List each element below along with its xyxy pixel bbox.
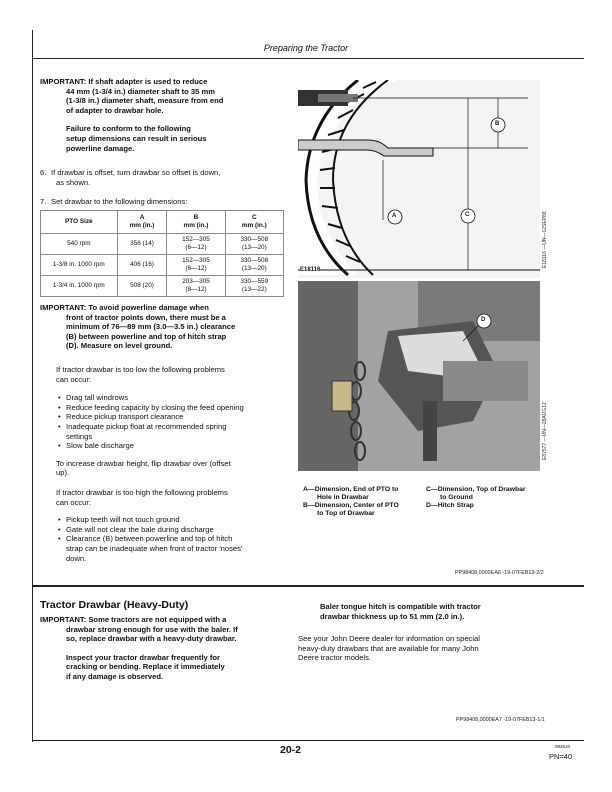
figure-id: E18116 [300, 267, 321, 273]
table-header: C mm (in.) [225, 211, 283, 234]
part-number: PN=40 [549, 752, 573, 761]
section-title: Tractor Drawbar (Heavy-Duty) [40, 599, 189, 611]
diagram-svg [298, 80, 540, 278]
section1-reference: PP98408,0000EA6 -19-07FEB13-2/2 [455, 570, 544, 576]
table-row: 1-3/8 in. 1000 rpm 406 (16) 152—305 (6—12) 330—508 (13—20) [41, 255, 284, 276]
table-row: 540 rpm 356 (14) 152—305 (6—12) 330—508 (13—20) [41, 234, 284, 255]
table-header: PTO Size [41, 211, 118, 234]
list-item: • Slow bale discharge [66, 441, 301, 451]
footer-rule [32, 740, 584, 741]
photo-svg [298, 281, 540, 471]
page-header-title: Preparing the Tractor [263, 43, 349, 53]
compatibility-note: Baler tongue hitch is compatible with tractor drawbar thickness up to 51 mm (2.0 in.). [320, 602, 481, 621]
dim-label-b: B [495, 121, 500, 127]
table-header: A mm (in.) [117, 211, 167, 234]
important-lead: IMPORTANT: If shaft adapter is used to reduce [40, 77, 208, 86]
drawbar-too-low: If tractor drawbar is too low the following problems can occur: • Drag tall windrows • Reduce feeding capacity by closing the feed opening • Reduce pickup transport clearance • Inadequate pickup float at recommended spring settings • Slow bale discharge To increase drawbar height, flip drawbar over (offset up). [56, 365, 301, 478]
dim-label-d: D [481, 317, 486, 323]
dim-label-a: A [392, 213, 397, 219]
dimension-table [40, 210, 284, 297]
step-7: 7. Set drawbar to the following dimensions: [40, 197, 188, 206]
too-low-list [56, 393, 301, 451]
list-item: • Drag tall windrows [66, 393, 301, 403]
important-note-heavy-duty: IMPORTANT: Some tractors are not equipped with a drawbar strong enough for use with the baler. If so, replace drawbar with a heavy-duty drawbar. Inspect your tractor drawbar frequently for cracking or bending. Replace it immediately if any damage is observed. [40, 615, 238, 681]
list-item: • Gate will not clear the bale during discharge [66, 525, 301, 535]
hitch-strap-photo [298, 281, 540, 471]
section2-reference: PP98408,0000EA7 -19-07FEB13-1/1 [456, 717, 545, 723]
list-item: • Pickup teeth will not touch ground [66, 515, 301, 525]
list-item: • Clearance (B) between powerline and top of hitch strap can be inadequate when front of tractor 'noses' down. [66, 534, 301, 563]
table-header-row [41, 211, 284, 234]
important-note-powerline: IMPORTANT: To avoid powerline damage when front of tractor points down, there must be a minimum of 76—89 mm (3.0—3.5 in.) clearance (B) between powerline and top of hitch strap (D). Measure on level ground. [40, 303, 236, 351]
list-item: • Reduce feeding capacity by closing the feed opening [66, 403, 301, 413]
figure-caption-right: C—Dimension, Top of Drawbar to Ground D—Hitch Strap [426, 486, 526, 509]
dealer-note: See your John Deere dealer for information on special heavy-duty drawbars that are available for many John Deere tractor models. [298, 634, 480, 663]
drawbar-too-high: If tractor drawbar is too high the following problems can occur: • Pickup teeth will not touch ground • Gate will not clear the bale during discharge • Clearance (B) between powerline and top of hitch strap can be inadequate when front of tractor 'noses' down. [56, 488, 301, 563]
important-note-shaft-adapter: IMPORTANT: If shaft adapter is used to reduce 44 mm (1-3/4 in.) diameter shaft to 35 mm (1-3/8 in.) diameter shaft, measure from end of adapter to drawbar hole. Failure to conform to the following setup dimensions can result in serious powerline damage. [40, 77, 295, 153]
table-row: 1-3/4 in. 1000 rpm 508 (20) 203—305 (8—12) 330—559 (13—22) [41, 276, 284, 297]
figure2-side-code: E87577 —UN—28AUG12 [542, 402, 548, 460]
page-number: 20-2 [280, 744, 302, 756]
list-item: • Reduce pickup transport clearance [66, 412, 301, 422]
too-high-list [56, 515, 301, 563]
table-header: B mm (in.) [167, 211, 225, 234]
section-divider [32, 585, 584, 587]
figure-caption-left: A—Dimension, End of PTO to Hole in Drawbar B—Dimension, Center of PTO to Top of Drawbar [303, 486, 399, 517]
header-rule [32, 58, 584, 59]
left-border [32, 30, 33, 742]
dim-label-c: C [465, 212, 470, 218]
figure1-side-code: E18116 —UN—12SEP88 [542, 211, 548, 268]
step-6: 6. If drawbar is offset, turn drawbar so offset is down, as shown. [40, 168, 221, 187]
list-item: • Inadequate pickup float at recommended spring settings [66, 422, 301, 441]
footer-code: 082610 [555, 744, 571, 749]
drawbar-dimension-diagram [298, 80, 540, 278]
